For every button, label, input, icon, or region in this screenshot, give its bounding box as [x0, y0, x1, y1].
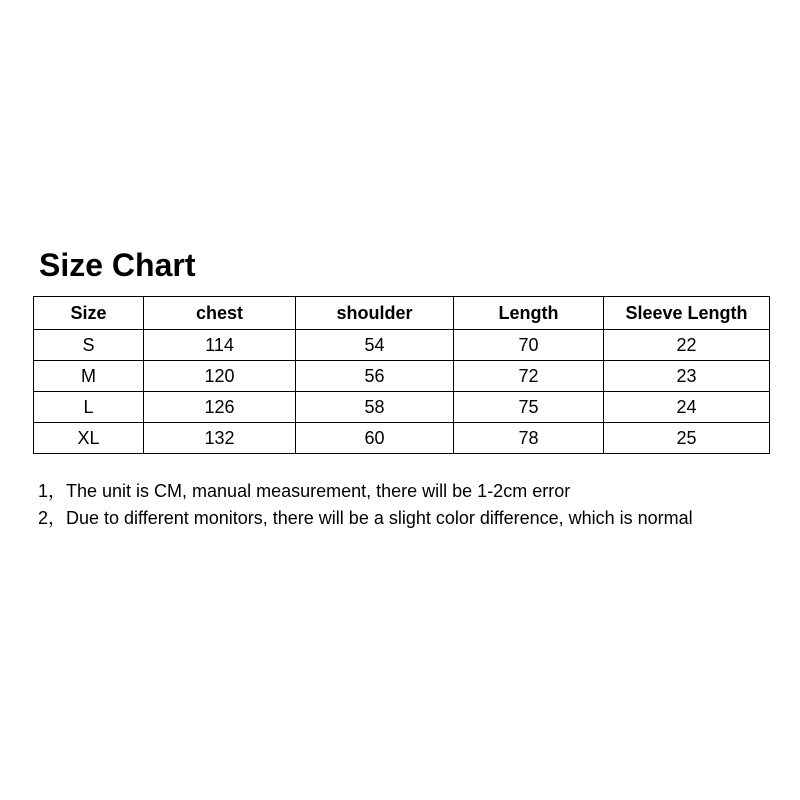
header-chest: chest [144, 297, 296, 330]
note-color: 2，Due to different monitors, there will be a slight color difference, which is normal [38, 508, 693, 528]
cell-size: S [34, 330, 144, 361]
cell-shoulder: 54 [296, 330, 454, 361]
cell-shoulder: 58 [296, 392, 454, 423]
note-unit: 1，The unit is CM, manual measurement, there will be 1-2cm error [38, 481, 571, 501]
cell-size: M [34, 361, 144, 392]
table-row [34, 423, 770, 454]
notes [38, 478, 693, 532]
cell-sleeve-length: 25 [604, 423, 770, 454]
cell-sleeve-length: 22 [604, 330, 770, 361]
cell-size: XL [34, 423, 144, 454]
table-row [34, 392, 770, 423]
table-header-row [34, 297, 770, 330]
cell-length: 78 [454, 423, 604, 454]
cell-chest: 132 [144, 423, 296, 454]
cell-chest: 120 [144, 361, 296, 392]
cell-sleeve-length: 24 [604, 392, 770, 423]
page-title: Size Chart [39, 247, 196, 283]
cell-length: 70 [454, 330, 604, 361]
table-row [34, 361, 770, 392]
size-table [33, 296, 770, 454]
header-sleeve-length: Sleeve Length [604, 297, 770, 330]
cell-chest: 114 [144, 330, 296, 361]
cell-shoulder: 56 [296, 361, 454, 392]
cell-sleeve-length: 23 [604, 361, 770, 392]
header-length: Length [454, 297, 604, 330]
header-shoulder: shoulder [296, 297, 454, 330]
cell-length: 72 [454, 361, 604, 392]
cell-size: L [34, 392, 144, 423]
header-size: Size [34, 297, 144, 330]
cell-shoulder: 60 [296, 423, 454, 454]
cell-length: 75 [454, 392, 604, 423]
table-row [34, 330, 770, 361]
cell-chest: 126 [144, 392, 296, 423]
